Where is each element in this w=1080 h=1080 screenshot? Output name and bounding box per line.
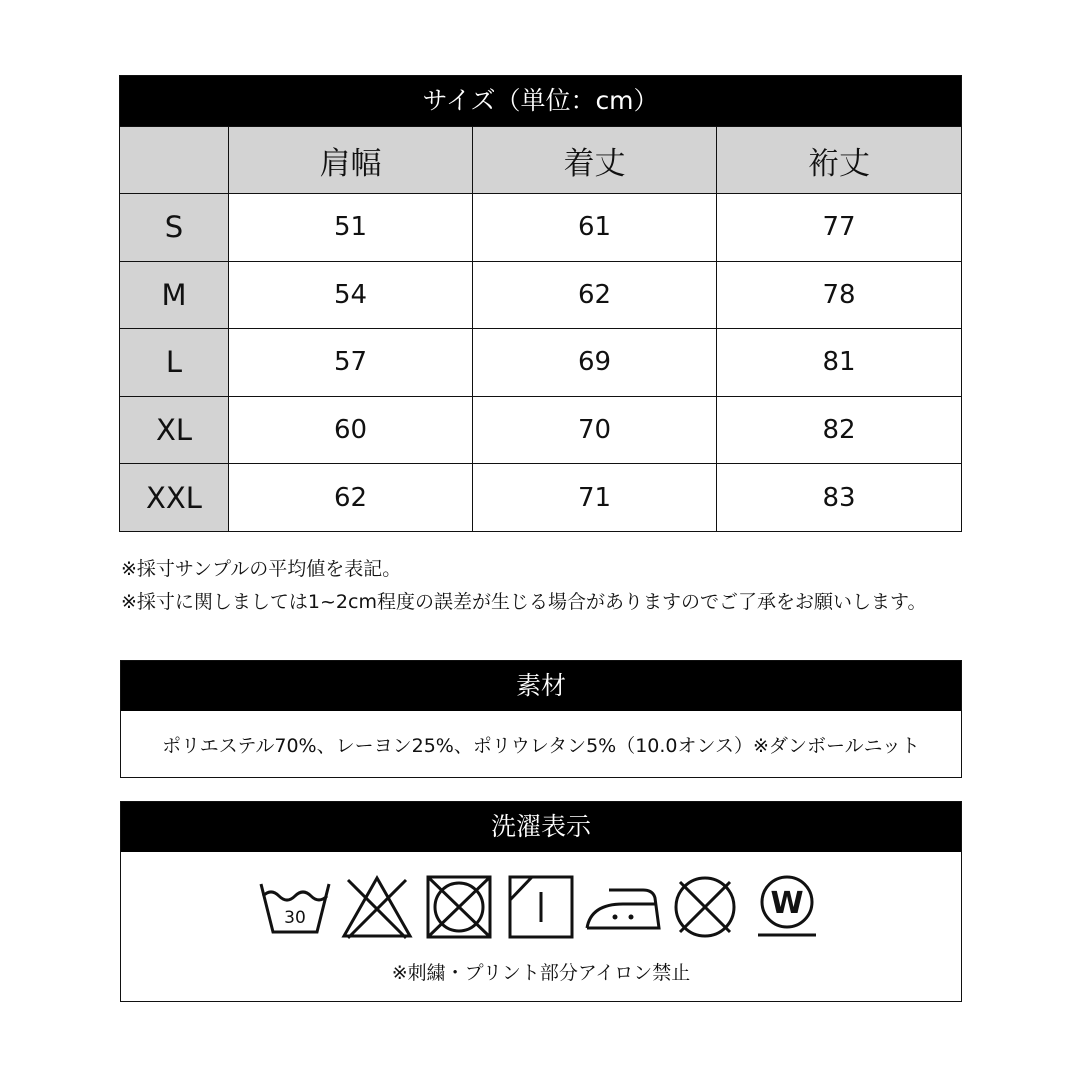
- size-label: XL: [120, 396, 228, 464]
- size-label: XXL: [120, 463, 228, 531]
- material-text: ポリエステル70%、レーヨン25%、ポリウレタン5%（10.0オンス）※ダンボールニット: [162, 734, 920, 757]
- header-sleeve: 裄丈: [716, 126, 961, 193]
- material-title: 素材: [121, 661, 961, 711]
- value-cell: 57: [228, 328, 472, 396]
- care-icons: [121, 872, 961, 942]
- value-cell: 77: [716, 193, 961, 261]
- size-label: M: [120, 261, 228, 329]
- care-note: ※刺繍・プリント部分アイロン禁止: [391, 962, 691, 984]
- care-title: 洗濯表示: [121, 802, 961, 852]
- wet-clean-letter: W: [770, 886, 804, 921]
- note-line: ※採寸に関しましては1~2cm程度の誤差が生じる場合がありますのでご了承をお願いします。: [121, 591, 927, 613]
- value-cell: 83: [716, 463, 961, 531]
- line-dry-shade-icon: [500, 872, 582, 942]
- no-bleach-icon: [336, 872, 418, 942]
- no-dry-clean-icon: [664, 872, 746, 942]
- value-cell: 71: [472, 463, 716, 531]
- value-cell: 60: [228, 396, 472, 464]
- material-section: [120, 660, 962, 778]
- care-section: [120, 801, 962, 1002]
- size-table: [119, 75, 962, 532]
- value-cell: 51: [228, 193, 472, 261]
- iron-medium-icon: [582, 872, 664, 942]
- size-label: L: [120, 328, 228, 396]
- wash-temp-label: 30: [284, 908, 306, 928]
- size-table-title: サイズ（単位：cm）: [120, 76, 961, 126]
- value-cell: 78: [716, 261, 961, 329]
- value-cell: 61: [472, 193, 716, 261]
- value-cell: 69: [472, 328, 716, 396]
- value-cell: 54: [228, 261, 472, 329]
- wash-30-icon: [254, 872, 336, 942]
- wet-clean-icon: [746, 872, 828, 942]
- value-cell: 82: [716, 396, 961, 464]
- note-line: ※採寸サンプルの平均値を表記。: [121, 558, 402, 580]
- header-blank: [120, 126, 228, 193]
- value-cell: 62: [472, 261, 716, 329]
- size-label: S: [120, 193, 228, 261]
- measurement-notes: [121, 553, 926, 619]
- size-grid: [120, 126, 961, 531]
- value-cell: 62: [228, 463, 472, 531]
- header-shoulder: 肩幅: [228, 126, 472, 193]
- value-cell: 81: [716, 328, 961, 396]
- no-tumble-dry-icon: [418, 872, 500, 942]
- header-length: 着丈: [472, 126, 716, 193]
- value-cell: 70: [472, 396, 716, 464]
